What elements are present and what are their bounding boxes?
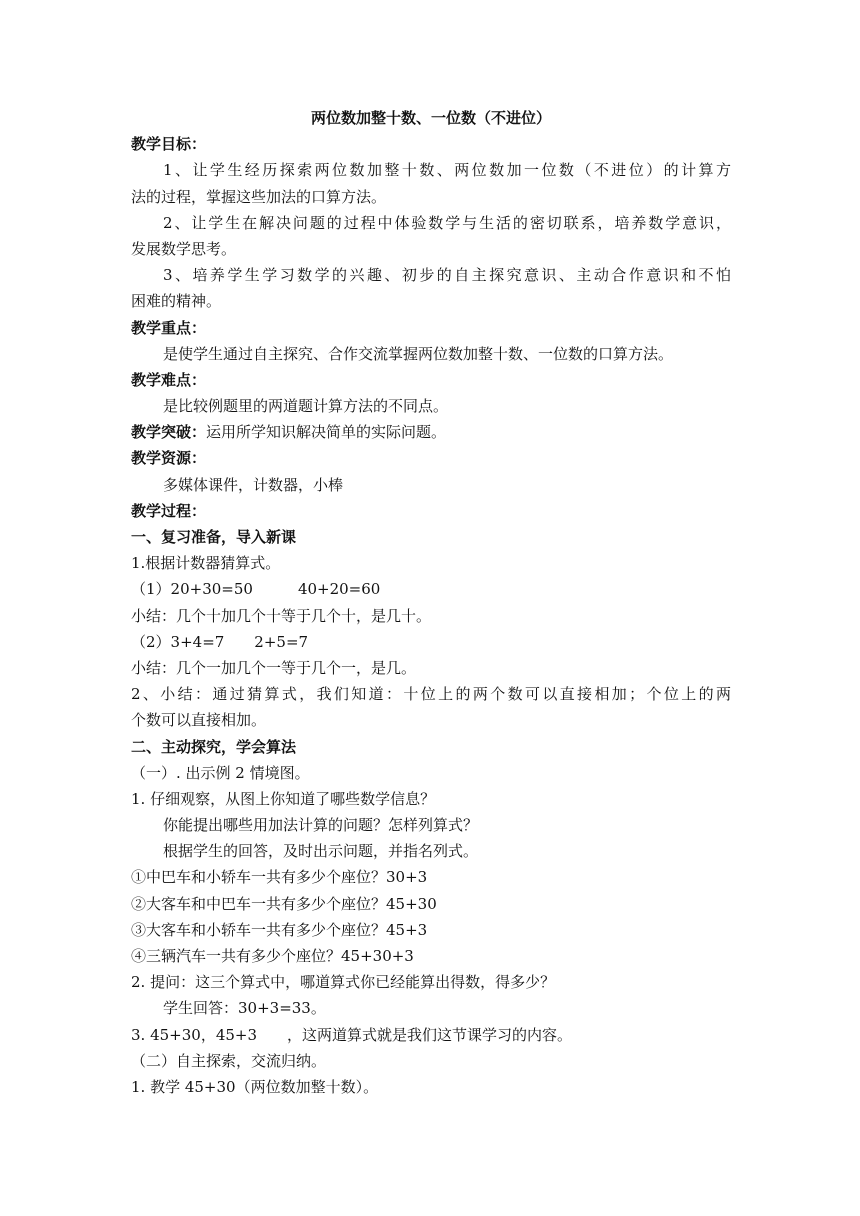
goals-heading: 教学目标： [131, 135, 207, 154]
circled-item-4: ④三辆汽车一共有多少个座位？45+30+3 [131, 947, 414, 965]
section-2-heading: 二、主动探究，学会算法 [131, 737, 297, 756]
goal-1-line-1: 1、让学生经历探索两位数加整十数、两位数加一位数（不进位）的计算方 [163, 161, 731, 180]
key-heading: 教学重点： [131, 318, 207, 337]
goal-2-line-1: 2、让学生在解决问题的过程中体验数学与生活的密切联系，培养数学意识， [163, 213, 731, 232]
section-2-part-2-item-1: 1. 教学 45+30（两位数加整十数）。 [131, 1077, 379, 1096]
goal-1-line-2: 法的过程，掌握这些加法的口算方法。 [131, 187, 387, 206]
section-1-equations-1: （1）20+30=50 40+20=60 [131, 580, 381, 599]
key-text: 是使学生通过自主探究、合作交流掌握两位数加整十数、一位数的口算方法。 [163, 344, 674, 363]
section-1-item-2-line-2: 个数可以直接相加。 [131, 711, 267, 730]
section-1-item-2-line-1: 2、小结：通过猜算式，我们知道：十位上的两个数可以直接相加；个位上的两 [131, 685, 731, 704]
circled-item-3: ③大客车和小轿车一共有多少个座位？45+3 [131, 920, 428, 939]
document-page [131, 105, 731, 1100]
section-2-part-2: （二）自主探索，交流归纳。 [131, 1051, 327, 1070]
difficulty-text: 是比较例题里的两道题计算方法的不同点。 [163, 397, 449, 416]
section-1-equations-2: （2）3+4=7 2+5=7 [131, 632, 309, 651]
section-1-summary-1: 小结：几个十加几个十等于几个十，是几十。 [131, 606, 432, 625]
resources-heading: 教学资源： [131, 449, 207, 468]
difficulty-heading: 教学难点： [131, 370, 207, 389]
section-1-heading: 一、复习准备，导入新课 [131, 528, 297, 546]
section-2-part-1: （一）. 出示例 2 情境图。 [131, 763, 310, 782]
section-2-item-3: 3. 45+30，45+3 ，这两道算式就是我们这节课学习的内容。 [131, 1025, 573, 1044]
goal-2-line-2: 发展数学思考。 [131, 239, 237, 258]
section-2-item-1: 1. 仔细观察，从图上你知道了哪些数学信息？ [131, 789, 436, 808]
breakthrough-heading: 教学突破： [131, 423, 207, 442]
section-2-question-2: 根据学生的回答，及时出示问题，并指名列式。 [163, 842, 479, 861]
goal-3-line-1: 3、培养学生学习数学的兴趣、初步的自主探究意识、主动合作意识和不怕 [163, 266, 731, 285]
section-1-summary-2: 小结：几个一加几个一等于几个一，是几。 [131, 658, 417, 677]
section-2-question-1: 你能提出哪些用加法计算的问题？怎样列算式？ [163, 816, 479, 835]
circled-item-1: ①中巴车和小轿车一共有多少个座位？30+3 [131, 868, 428, 887]
page-title: 两位数加整十数、一位数（不进位） [310, 109, 551, 127]
section-1-item-1: 1.根据计数器猜算式。 [131, 554, 281, 573]
circled-item-2: ②大客车和中巴车一共有多少个座位？45+30 [131, 894, 437, 913]
process-heading: 教学过程： [131, 501, 207, 520]
resources-text: 多媒体课件，计数器，小棒 [163, 475, 344, 494]
breakthrough-text: 运用所学知识解决简单的实际问题。 [206, 423, 447, 442]
breakthrough-line [131, 419, 731, 445]
section-2-answer: 学生回答：30+3=33。 [163, 999, 326, 1018]
section-2-item-2: 2. 提问：这三个算式中，哪道算式你已经能算出得数，得多少？ [131, 973, 556, 992]
goal-3-line-2: 困难的精神。 [131, 292, 222, 311]
